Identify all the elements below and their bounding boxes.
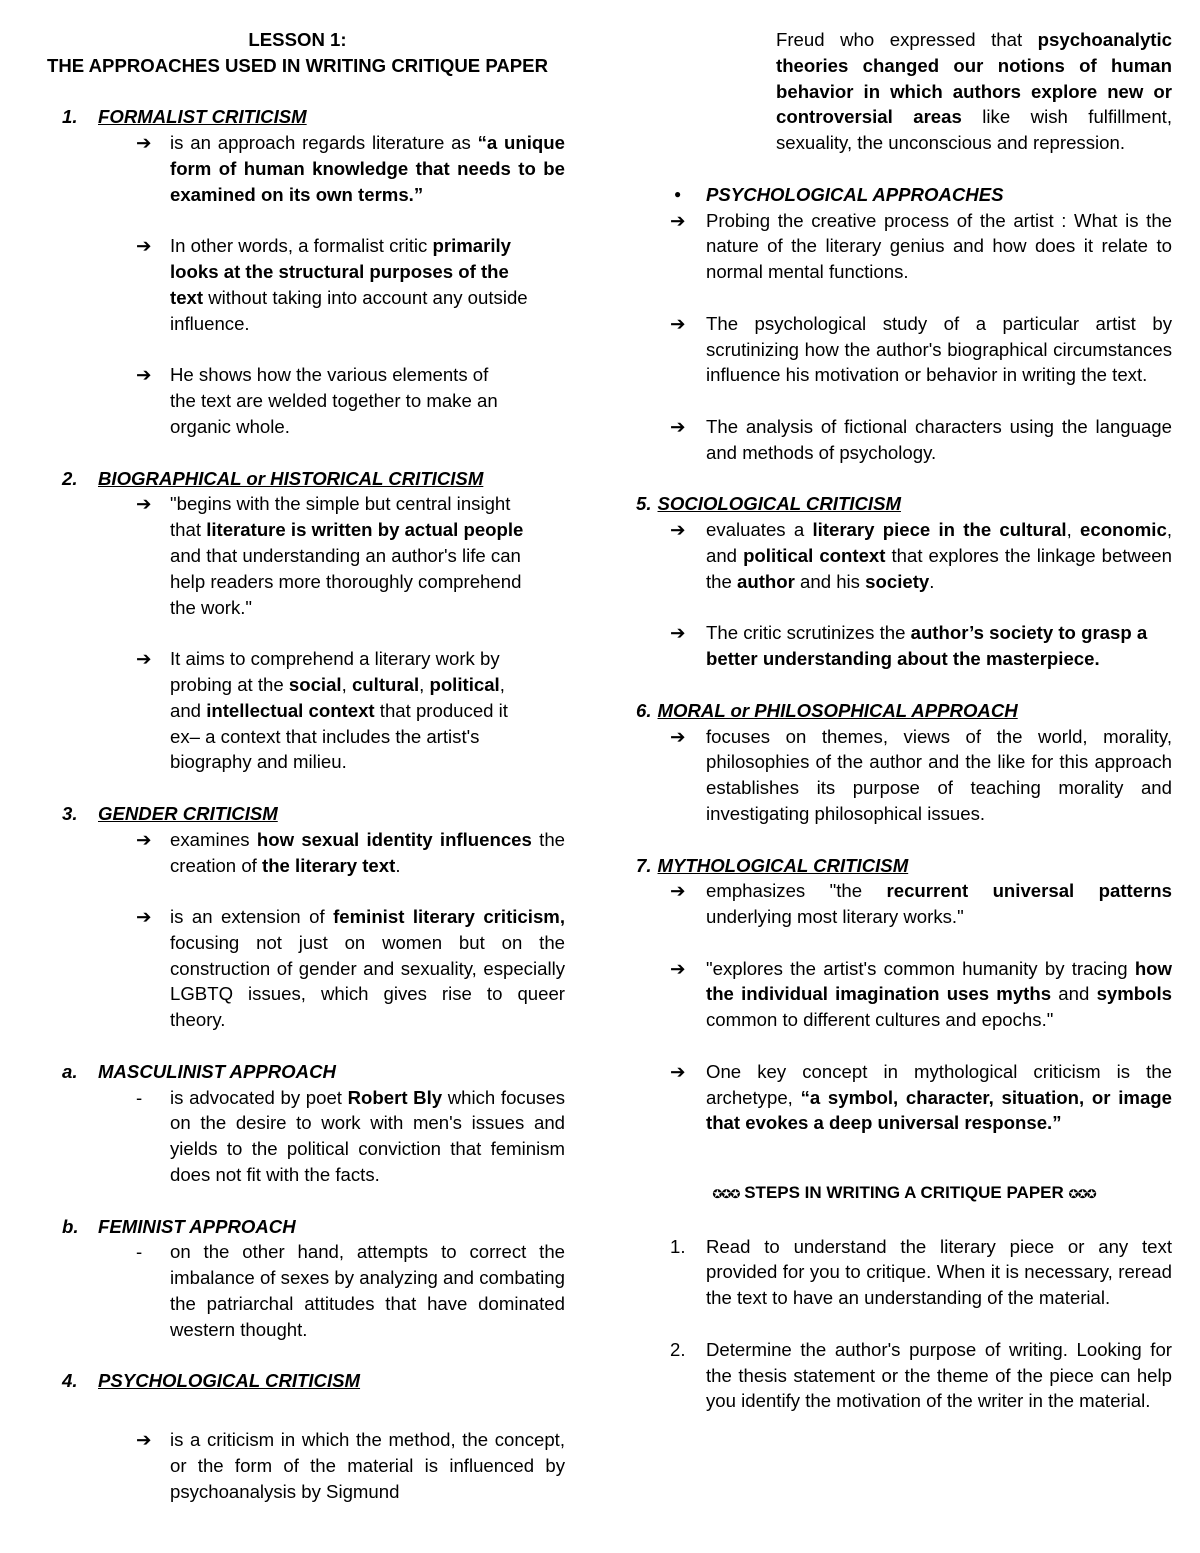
- lesson-title: THE APPROACHES USED IN WRITING CRITIQUE PAPER: [46, 54, 549, 76]
- sociological-point-2: ➔ The critic scrutinizes the author’s society to grasp a better understanding about the masterpiece.: [636, 620, 1172, 672]
- step-item-2: 2. Determine the author's purpose of writing. Looking for the thesis statement or the theme of the piece can help you identify the motivation of the writer in the material.: [670, 1338, 1172, 1412]
- steps-heading: ✪✪✪ STEPS IN WRITING A CRITIQUE PAPER ✪✪✪: [712, 1183, 1096, 1203]
- mythological-point-1: ➔ emphasizes "the recurrent universal patterns underlying most literary works.": [636, 878, 1172, 930]
- left-column: [30, 27, 565, 1394]
- arrow-icon: ➔: [136, 828, 152, 850]
- arrow-icon: ➔: [136, 364, 152, 386]
- arrow-icon: ➔: [136, 132, 152, 154]
- gender-point-1: ➔ examines how sexual identity influences the creation of the literary text.: [30, 827, 565, 879]
- section-formalist-heading: 1. FORMALIST CRITICISM: [62, 106, 307, 128]
- arrow-icon: ➔: [670, 957, 686, 979]
- mythological-point-3: ➔ One key concept in mythological criticism is the archetype, “a symbol, character, situation, or image that evokes a deep universal response.”: [636, 1059, 1172, 1136]
- psychological-approaches-heading: ● PSYCHOLOGICAL APPROACHES: [674, 183, 1004, 205]
- masculinist-point: - is advocated by poet Robert Bly which focuses on the desire to work with men's issues and yields to the political conviction that feminism does not fit with the facts.: [136, 1086, 565, 1186]
- psychological-approach-2: ➔ The psychological study of a particular artist by scrutinizing how the author's biographical circumstances influence his motivation or behavior in writing the text.: [636, 311, 1172, 388]
- psychological-point-1-continued: Freud who expressed that psychoanalytic theories changed our notions of human behavior in which authors explore new or controversial areas like wish fulfillment, sexuality, the unconscious and repression.: [776, 29, 1173, 154]
- biographical-point-1: ➔ "begins with the simple but central insight that literature is written by actual people and that understanding an author's life can help readers more thoroughly comprehend the work.": [30, 491, 565, 620]
- arrow-icon: ➔: [670, 1060, 686, 1082]
- section-mythological-heading: 7. MYTHOLOGICAL CRITICISM: [636, 854, 909, 876]
- psychological-point-1: ➔ is a criticism in which the method, the concept, or the form of the material is influenced by psychoanalysis by Sigmund: [136, 1427, 565, 1504]
- arrow-icon: ➔: [136, 235, 152, 257]
- arrow-icon: ➔: [670, 519, 686, 541]
- section-sociological-heading: 5. SOCIOLOGICAL CRITICISM: [636, 493, 901, 515]
- ornament-icon: ✪✪✪: [712, 1187, 740, 1202]
- arrow-icon: ➔: [670, 880, 686, 902]
- arrow-icon: ➔: [670, 622, 686, 644]
- section-biographical-heading: 2. BIOGRAPHICAL or HISTORICAL CRITICISM: [62, 467, 484, 489]
- psychological-approach-3: ➔ The analysis of fictional characters using the language and methods of psychology.: [636, 414, 1172, 466]
- formalist-point-3: ➔ He shows how the various elements of the text are welded together to make an organic whole.: [30, 362, 565, 439]
- section-gender-heading: 3. GENDER CRITICISM: [62, 802, 278, 824]
- subsection-feminist-heading: b. FEMINIST APPROACH: [62, 1215, 296, 1237]
- arrow-icon: ➔: [136, 648, 152, 670]
- arrow-icon: ➔: [670, 415, 686, 437]
- section-moral-heading: 6. MORAL or PHILOSOPHICAL APPROACH: [636, 699, 1018, 721]
- arrow-icon: ➔: [670, 725, 686, 747]
- arrow-icon: ➔: [670, 312, 686, 334]
- psychological-approach-1: ➔ Probing the creative process of the artist : What is the nature of the literary genius and how does it relate to normal mental functions.: [636, 208, 1172, 285]
- biographical-point-2: ➔ It aims to comprehend a literary work by probing at the social, cultural, political, and intellectual context that produced it ex– a context that includes the artist's biography and milieu.: [30, 646, 565, 775]
- arrow-icon: ➔: [136, 493, 152, 515]
- formalist-point-2: ➔ In other words, a formalist critic primarily looks at the structural purposes of the text without taking into account any outside influence.: [30, 233, 565, 336]
- arrow-icon: ➔: [670, 209, 686, 231]
- gender-point-2: ➔ is an extension of feminist literary criticism, focusing not just on women but on the construction of gender and sexuality, especially LGBTQ issues, which gives rise to queer theory.: [30, 904, 565, 1033]
- right-column: [636, 27, 1172, 1414]
- mythological-point-2: ➔ "explores the artist's common humanity by tracing how the individual imagination uses myths and symbols common to different cultures and epochs.": [636, 956, 1172, 1033]
- formalist-point-1: ➔ is an approach regards literature as “a unique form of human knowledge that needs to be examined on its own terms.”: [30, 130, 565, 207]
- lesson-number: LESSON 1:: [248, 29, 347, 50]
- ornament-icon: ✪✪✪: [1068, 1187, 1096, 1202]
- arrow-icon: ➔: [136, 906, 152, 928]
- step-item-1: 1. Read to understand the literary piece or any text provided for you to critique. When it is necessary, reread the text to have an understanding of the material.: [670, 1235, 1172, 1309]
- sociological-point-1: ➔ evaluates a literary piece in the cultural, economic, and political context that explores the linkage between the author and his society.: [636, 517, 1172, 594]
- subsection-masculinist-heading: a. MASCULINIST APPROACH: [62, 1060, 336, 1082]
- arrow-icon: ➔: [136, 1429, 152, 1450]
- feminist-point: - on the other hand, attempts to correct the imbalance of sexes by analyzing and combating the patriarchal attitudes that have dominated western thought.: [136, 1241, 565, 1340]
- section-psychological-heading: 4. PSYCHOLOGICAL CRITICISM: [62, 1370, 361, 1392]
- moral-point-1: ➔ focuses on themes, views of the world, morality, philosophies of the author and the like for this approach establishes its purpose of teaching morality and investigating philosophical issues.: [636, 724, 1172, 827]
